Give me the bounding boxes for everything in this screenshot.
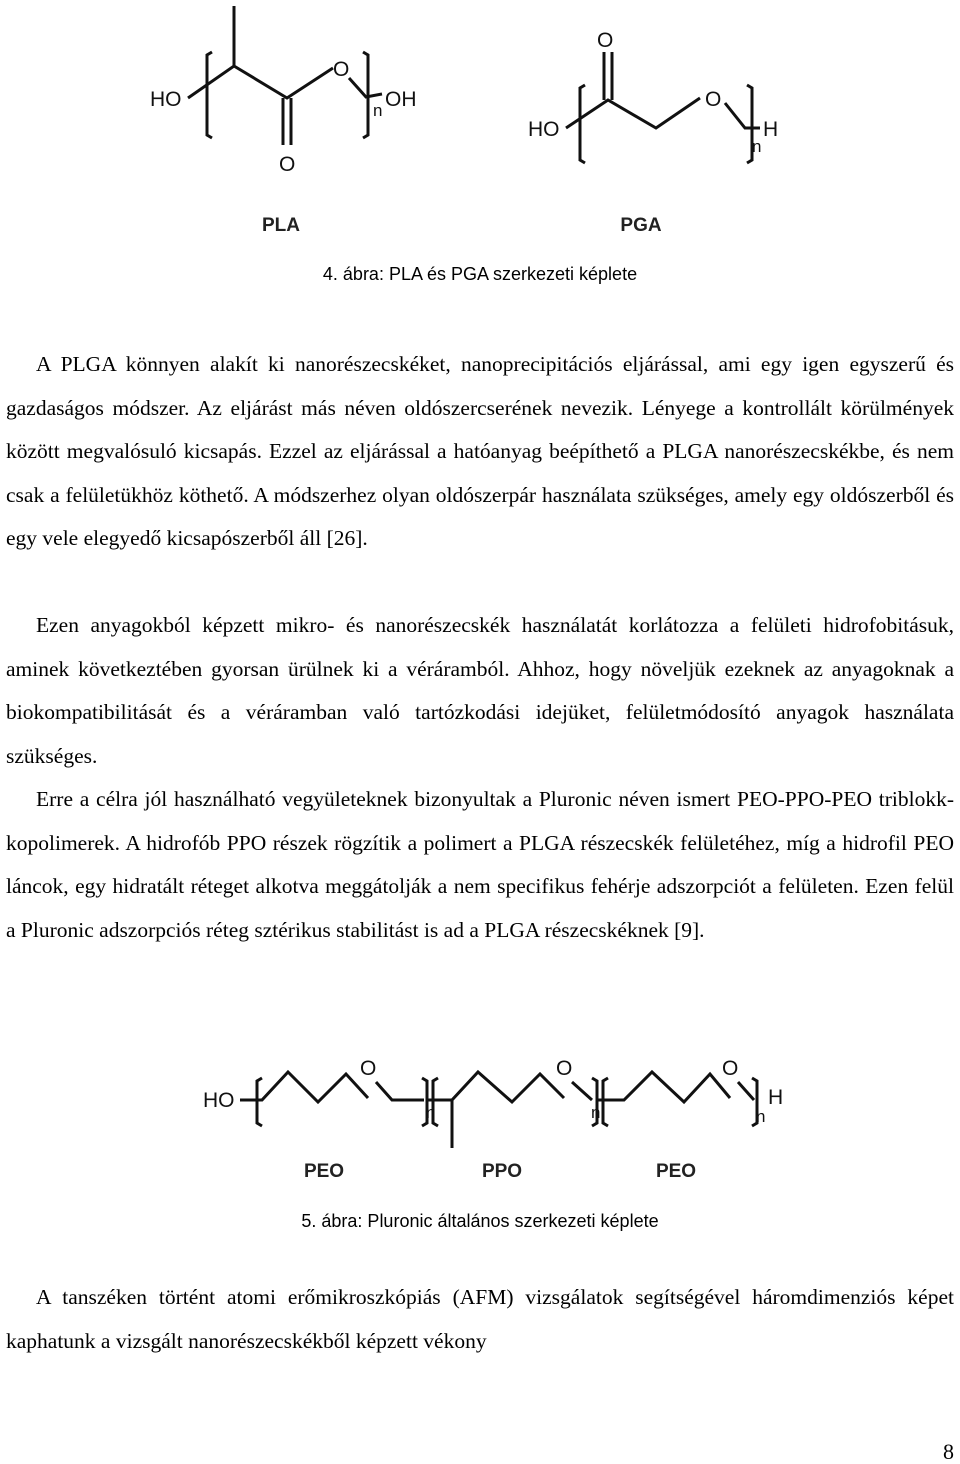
pluronic-structure-diagram [0,1020,960,1190]
figure-5-caption: 5. ábra: Pluronic általános szerkezeti képlete [301,1211,659,1231]
paragraph-2: Ezen anyagokból képzett mikro- és nanorészecskék használatát korlátozza a felületi hidrofobitásuk, aminek következtében gyorsan ürülnek ki a véráramból. Ahhoz, hogy növeljük ezeknek az anyagoknak a biokompatibilitását és a véráramban való tartózkodási idejüket, felületmódosító anyagok használata szükséges. [6,613,954,768]
pga-ester-oxygen: O [705,88,722,111]
peo1-oxygen: O [360,1057,377,1080]
peo-label-left: PEO [303,1161,345,1182]
ppo-repeat-n: n [591,1103,601,1122]
pga-repeat-n: n [752,137,762,156]
pluronic-h-label: H [768,1086,784,1109]
peo1-repeat-n: n [426,1103,436,1122]
figure-4 [0,0,960,245]
peo2-repeat-n: n [756,1107,766,1126]
page-number: 8 [943,1439,954,1464]
pga-label: PGA [620,215,662,236]
pga-carbonyl-oxygen: O [597,29,614,52]
pluronic-ho-label: HO [203,1089,235,1112]
pla-carbonyl-oxygen: O [279,153,296,176]
peo-label-right: PEO [655,1161,697,1182]
pla-ester-oxygen: O [333,58,350,81]
ppo-label: PPO [481,1161,523,1182]
pga-structure [528,29,778,163]
figure-5 [0,1020,960,1190]
paragraph-3: Erre a célra jól használható vegyületeknek bizonyultak a Pluronic néven ismert PEO-PPO-PEO triblokk-kopolimerek. A hidrofób PPO részek rögzítik a polimert a PLGA részecskék felületéhez, míg a hidrofil PEO láncok, egy hidratált réteget alkotva meggátolják a nem specifikus fehérje adszorpciót a felületen. Ezen felül a Pluronic adszorpciós réteg sztérikus stabilitást is ad a PLGA részecskéknek [9]. [6,787,954,942]
pla-repeat-n: n [373,101,383,120]
ppo-oxygen: O [556,1057,573,1080]
pla-label: PLA [262,215,300,236]
pla-ho-label: HO [150,88,182,111]
peo2-oxygen: O [722,1057,739,1080]
paragraph-4: A tanszéken történt atomi erőmikroszkópiás (AFM) vizsgálatok segítségével háromdimenziós képet kaphatunk a vizsgált nanorészecskékből képzett vékony [6,1285,954,1353]
pla-oh-label: OH [385,88,417,111]
figure-4-caption: 4. ábra: PLA és PGA szerkezeti képlete [322,264,638,284]
pga-ho-label: HO [528,118,560,141]
pla-pga-structure-diagram [0,0,960,245]
paragraph-1: A PLGA könnyen alakít ki nanorészecskéket, nanoprecipitációs eljárással, ami egy igen egyszerű és gazdaságos módszer. Az eljárást más néven oldószercserének nevezik. Lényege a kontrollált körülmények között megvalósuló kicsapás. Ezzel az eljárással a hatóanyag beépíthető a PLGA nanorészecskékbe, és nem csak a felületükhöz köthető. A módszerhez olyan oldószerpár használata szükséges, amely egy oldószerből és egy vele elegyedő kicsapószerből áll [26]. [6,352,954,550]
pga-h-label: H [763,118,779,141]
pla-structure [150,6,417,176]
